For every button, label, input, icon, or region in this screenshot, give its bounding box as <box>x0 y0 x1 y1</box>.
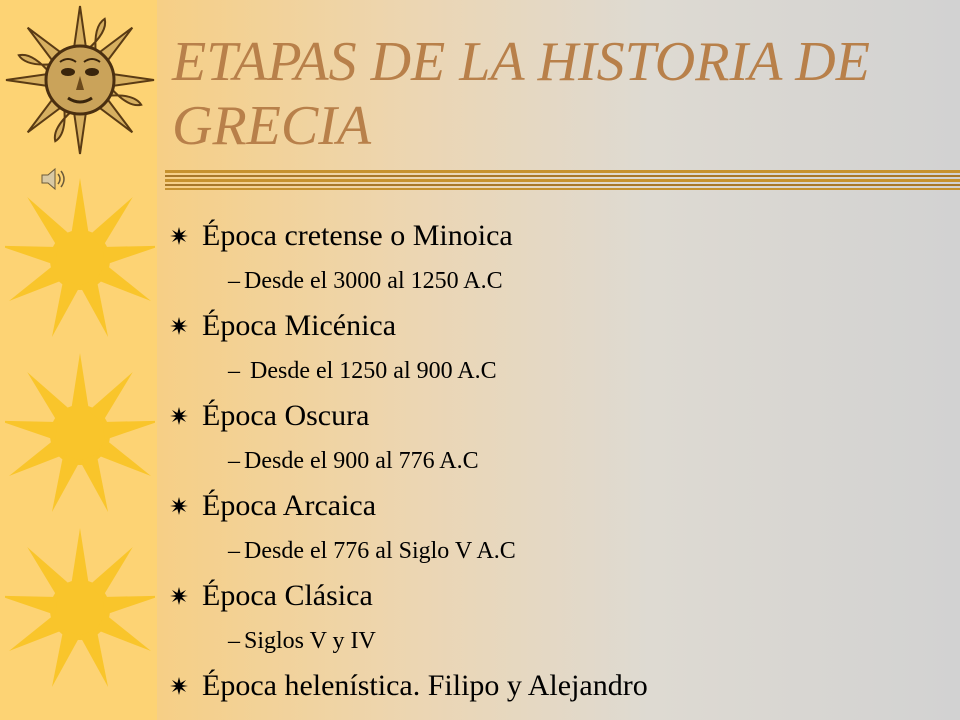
sub-bullet-item <box>168 528 948 574</box>
star-bullet-icon <box>170 227 188 245</box>
dash-marker: – <box>228 628 240 654</box>
star-bullet-icon <box>170 497 188 515</box>
bullet-item <box>168 574 948 618</box>
star-bullet-icon <box>170 677 188 695</box>
bullet-label: Época Clásica <box>202 579 373 612</box>
bullet-label: Época helenística. Filipo y Alejandro <box>202 669 648 702</box>
bullet-label: Época Micénica <box>202 309 397 342</box>
left-decor-band <box>0 0 157 720</box>
slide-title: ETAPAS DE LA HISTORIA DE GRECIA <box>172 31 870 157</box>
star-bullet-icon <box>170 587 188 605</box>
sub-bullet-item <box>168 438 948 484</box>
dash-marker: – <box>228 448 240 474</box>
star-bullet-icon <box>170 317 188 335</box>
bullet-item <box>168 664 948 708</box>
bullet-label: Época Arcaica <box>202 489 377 522</box>
bullet-item <box>168 484 948 528</box>
sub-bullet-label: Siglos V y IV <box>244 628 376 654</box>
sun-face-icon <box>5 2 155 162</box>
sun-icon <box>5 175 155 345</box>
sun-icon <box>5 350 155 520</box>
dash-marker: – <box>228 358 240 384</box>
sub-bullet-item <box>168 618 948 664</box>
star-bullet-icon <box>170 407 188 425</box>
title-divider <box>165 170 960 192</box>
bullet-item <box>168 214 948 258</box>
bullet-item <box>168 394 948 438</box>
sub-bullet-label: Desde el 900 al 776 A.C <box>244 448 479 474</box>
sub-bullet-item <box>168 348 948 394</box>
dash-marker: – <box>228 268 240 294</box>
sub-bullet-label: Desde el 3000 al 1250 A.C <box>244 268 503 294</box>
sub-bullet-label: Desde el 776 al Siglo V A.C <box>244 538 516 564</box>
bullet-list <box>168 214 948 708</box>
bullet-label: Época Oscura <box>202 399 370 432</box>
bullet-item <box>168 304 948 348</box>
sub-bullet-item <box>168 258 948 304</box>
bullet-label: Época cretense o Minoica <box>202 219 513 252</box>
sun-icon <box>5 525 155 695</box>
sub-bullet-label: Desde el 1250 al 900 A.C <box>244 358 497 384</box>
dash-marker: – <box>228 538 240 564</box>
